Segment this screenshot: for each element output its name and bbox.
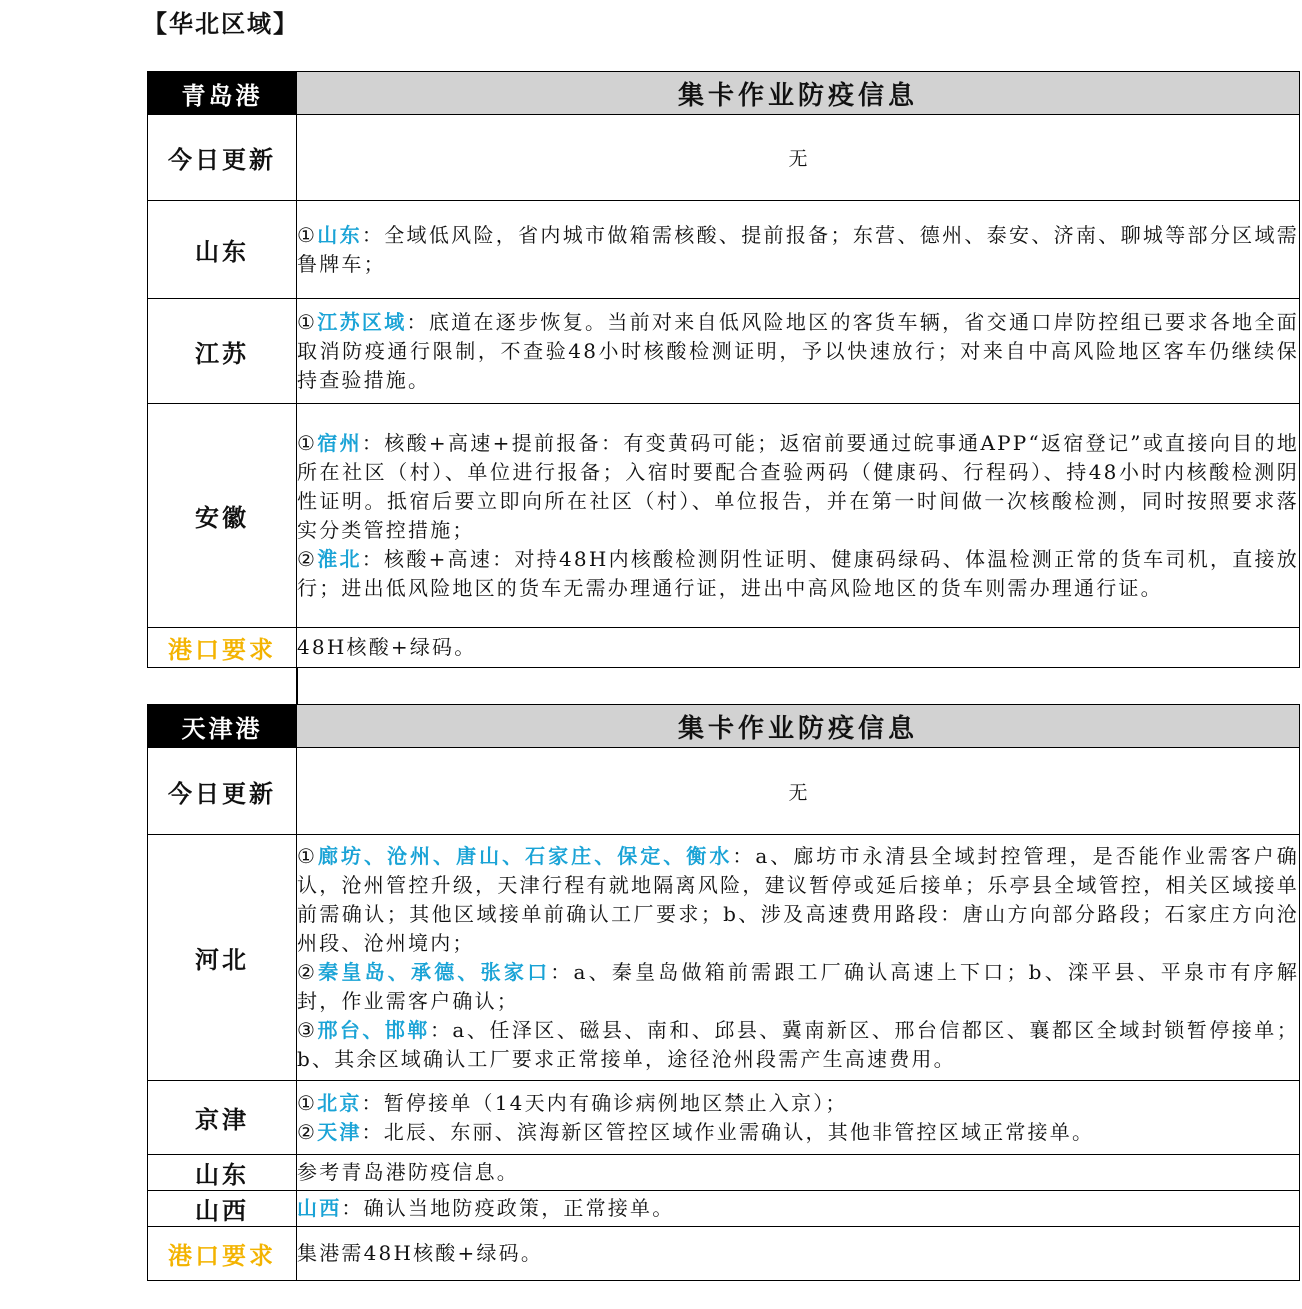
info-text: ：全域低风险，省内城市做箱需核酸、提前报备；东营、德州、泰安、济南、聊城等部分区域需鲁牌车；: [297, 222, 1299, 276]
highlight-area: 北京: [317, 1090, 362, 1115]
info-text: ：暂停接单（14天内有确诊病例地区禁止入京）；: [361, 1090, 848, 1115]
port-requirement-row: [148, 1227, 1300, 1281]
item-number: ①: [297, 222, 318, 247]
tianjin-port-table: [147, 704, 1300, 1281]
info-text: ：确认当地防疫政策，正常接单。: [341, 1196, 675, 1220]
province-info: [297, 1191, 1300, 1227]
province-label: 山东: [148, 1155, 297, 1191]
province-info: [297, 404, 1300, 628]
table-title: 集卡作业防疫信息: [297, 705, 1300, 748]
province-row-jiangsu: [148, 299, 1300, 404]
port-requirement-text: 集港需48H核酸+绿码。: [297, 1227, 1300, 1281]
highlight-area: 山西: [297, 1196, 342, 1220]
item-number: ②: [297, 959, 319, 984]
item-number: ③: [297, 1017, 318, 1042]
info-paragraph: [297, 958, 1299, 1016]
info-text: ：a、任泽区、磁县、南和、邱县、冀南新区、邢台信都区、襄都区全域封锁暂停接单；b、其余区域确认工厂要求正常接单，途径沧州段需产生高速费用。: [297, 1017, 1299, 1071]
province-info: [297, 201, 1300, 299]
today-update-label: 今日更新: [148, 748, 297, 835]
info-paragraph: [297, 1089, 1299, 1118]
province-label: 山东: [148, 201, 297, 299]
port-requirement-text: 48H核酸+绿码。: [297, 628, 1300, 668]
province-row-hebei: [148, 835, 1300, 1081]
port-name: 青岛港: [148, 72, 297, 115]
highlight-area: 山东: [317, 222, 362, 247]
province-row-shandong: [148, 201, 1300, 299]
province-row-anhui: [148, 404, 1300, 628]
info-text: ：核酸+高速：对持48H内核酸检测阴性证明、健康码绿码、体温检测正常的货车司机，直接放行；进出低风险地区的货车无需办理通行证，进出中高风险地区的货车则需办理通行证。: [297, 546, 1300, 600]
item-number: ①: [297, 843, 318, 868]
province-row-shandong: [148, 1155, 1300, 1191]
info-text: ：北辰、东丽、滨海新区管控区域作业需确认，其他非管控区域正常接单。: [361, 1119, 1095, 1144]
today-update-label: 今日更新: [148, 115, 297, 201]
province-row-shanxi: [148, 1191, 1300, 1227]
highlight-area: 秦皇岛、承德、张家口: [318, 959, 551, 984]
qingdao-port-table: [147, 71, 1300, 668]
info-text: ：底道在逐步恢复。当前对来自低风险地区的客货车辆，省交通口岸防控组已要求各地全面取消防疫通行限制，不查验48小时核酸检测证明，予以快速放行；对来自中高风险地区客车仍继续保持查验措施。: [297, 309, 1299, 392]
province-info: 参考青岛港防疫信息。: [297, 1155, 1300, 1191]
province-label: 安徽: [148, 404, 297, 628]
region-title: 【华北区域】: [143, 9, 299, 38]
table-title: 集卡作业防疫信息: [297, 72, 1300, 115]
province-label: 江苏: [148, 299, 297, 404]
port-requirement-row: [148, 628, 1300, 668]
item-number: ②: [297, 546, 318, 571]
today-update-row: [148, 115, 1300, 201]
province-info: [297, 1081, 1300, 1155]
today-update-value: 无: [297, 748, 1300, 835]
province-label: 河北: [148, 835, 297, 1081]
highlight-area: 宿州: [317, 430, 362, 455]
table-header-row: [148, 705, 1300, 748]
info-text: ：核酸+高速+提前报备：有变黄码可能；返宿前要通过皖事通APP“返宿登记”或直接向目的地所在社区（村）、单位进行报备；入宿时要配合查验两码（健康码、行程码）、持48小时内核酸检测阴性证明。抵宿后要立即向所在社区（村）、单位报告，并在第一时间做一次核酸检测，同时按照要求落实分类管控措施；: [297, 430, 1299, 542]
info-paragraph: [297, 1118, 1299, 1147]
highlight-area: 廊坊、沧州、唐山、石家庄、保定、衡水: [317, 843, 733, 868]
info-paragraph: [297, 429, 1299, 545]
info-text: ：a、秦皇岛做箱前需跟工厂确认高速上下口；b、滦平县、平泉市有序解封，作业需客户确认；: [297, 959, 1300, 1013]
port-name: 天津港: [148, 705, 297, 748]
today-update-value: 无: [297, 115, 1300, 201]
port-requirement-label: 港口要求: [148, 1227, 297, 1281]
divider: [296, 667, 298, 704]
highlight-area: 邢台、邯郸: [317, 1017, 430, 1042]
item-number: ①: [297, 1090, 318, 1115]
item-number: ①: [297, 430, 318, 455]
highlight-area: 天津: [317, 1119, 362, 1144]
highlight-area: 江苏区域: [317, 309, 407, 334]
port-requirement-label: 港口要求: [148, 628, 297, 668]
table-header-row: [148, 72, 1300, 115]
item-number: ①: [297, 309, 318, 334]
item-number: ②: [297, 1119, 318, 1144]
province-info: [297, 835, 1300, 1081]
info-paragraph: [297, 842, 1299, 958]
info-text: ：a、廊坊市永清县全域封控管理，是否能作业需客户确认，沧州管控升级，天津行程有就地隔离风险，建议暂停或延后接单；乐亭县全域管控，相关区域接单前需确认；其他区域接单前确认工厂要求；b、涉及高速费用路段：唐山方向部分路段；石家庄方向沧州段、沧州境内；: [297, 843, 1299, 955]
province-label: 山西: [148, 1191, 297, 1227]
info-paragraph: [297, 545, 1299, 603]
highlight-area: 淮北: [317, 546, 362, 571]
info-paragraph: [297, 1016, 1299, 1074]
province-label: 京津: [148, 1081, 297, 1155]
province-info: [297, 299, 1300, 404]
today-update-row: [148, 748, 1300, 835]
province-row-jingjin: [148, 1081, 1300, 1155]
